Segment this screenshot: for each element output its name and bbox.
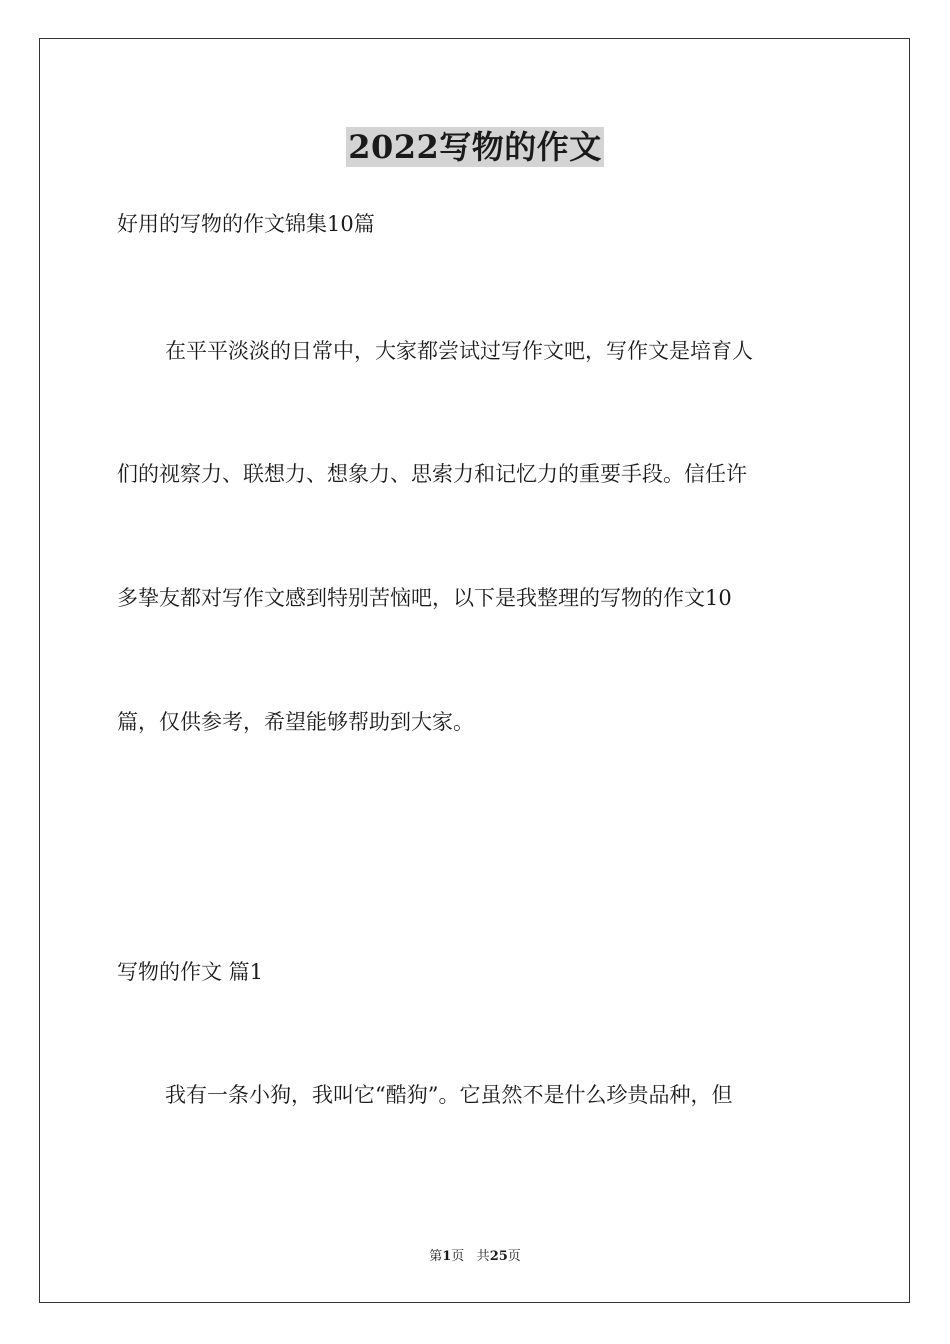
intro-line-2: 们的视察力、联想力、想象力、思索力和记忆力的重要手段。信任许: [117, 462, 747, 486]
intro-line-4: 篇，仅供参考，希望能够帮助到大家。: [117, 710, 474, 734]
title-container: [0, 127, 950, 167]
footer-total-prefix: 共: [476, 1249, 490, 1264]
section-heading: 写物的作文 篇1: [117, 960, 264, 984]
footer-page-number: 1: [442, 1249, 452, 1264]
footer-total-pages: 25: [489, 1249, 508, 1264]
page-footer: [0, 1249, 950, 1265]
footer-page-suffix: 页: [451, 1249, 465, 1264]
intro-line-3: 多挚友都对写作文感到特别苦恼吧，以下是我整理的写物的作文10: [117, 586, 732, 610]
section-line-1: 我有一条小狗，我叫它“酷狗”。它虽然不是什么珍贵品种，但: [165, 1083, 733, 1107]
footer-total-suffix: 页: [507, 1249, 521, 1264]
intro-line-1: 在平平淡淡的日常中，大家都尝试过写作文吧，写作文是培育人: [165, 339, 753, 363]
document-title: 2022写物的作文: [348, 128, 602, 166]
document-subtitle: 好用的写物的作文锦集10篇: [117, 212, 375, 236]
footer-page-prefix: 第: [429, 1249, 443, 1264]
